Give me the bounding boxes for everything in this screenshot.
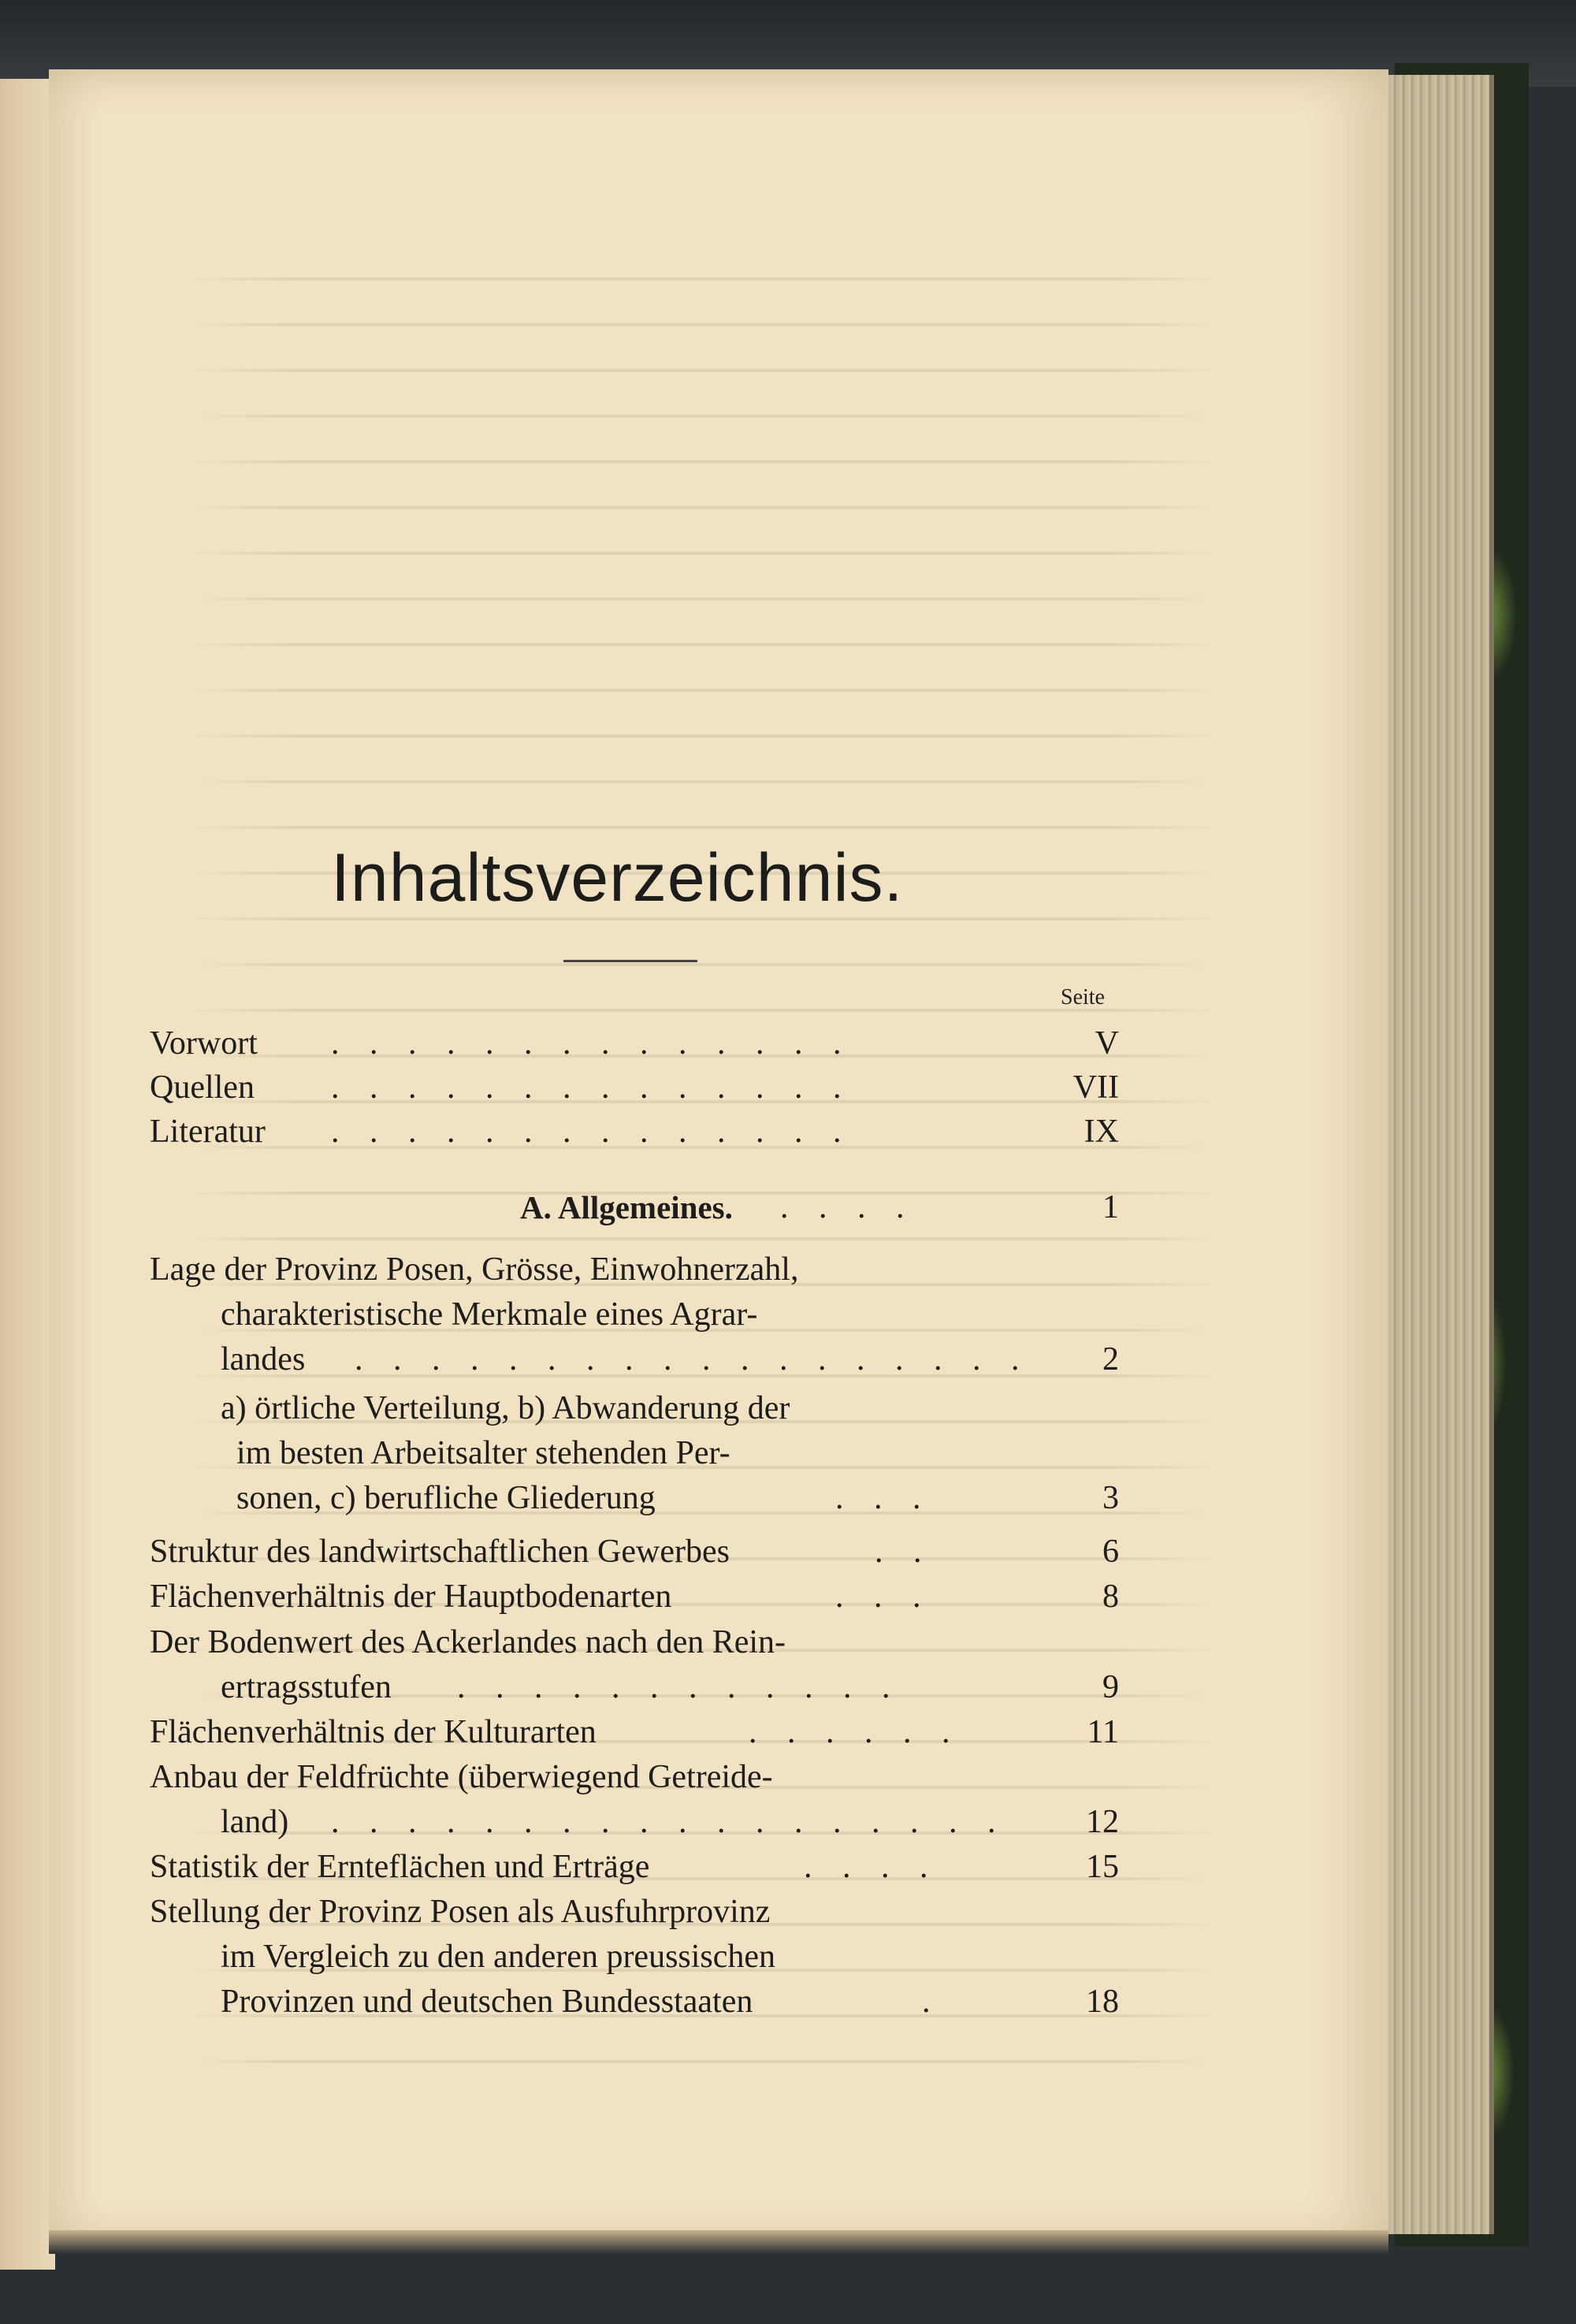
- toc-entry-line[interactable]: [150, 1758, 1119, 1802]
- toc-entry-line[interactable]: [150, 1848, 1119, 1892]
- toc-entry-page: 9: [1102, 1669, 1119, 1705]
- toc-entry-line[interactable]: [150, 1251, 1119, 1295]
- toc-entry-page: V: [1095, 1025, 1119, 1062]
- leader-dots: . . . . . . . . . . . . . .: [331, 1069, 853, 1106]
- toc-entry-text: landes: [221, 1341, 306, 1378]
- toc-entry-text: Flächenverhältnis der Kulturarten: [150, 1714, 597, 1750]
- toc-entry-text: Struktur des landwirtschaftlichen Gewerbes: [150, 1534, 730, 1570]
- leader-dots: . .: [875, 1534, 933, 1570]
- toc-entry-line[interactable]: [150, 1893, 1119, 1937]
- toc-entry-line[interactable]: [150, 1479, 1119, 1523]
- leader-dots: . . . . . . . . . . . . . .: [331, 1025, 853, 1062]
- page-column-label: Seite: [1061, 985, 1105, 1010]
- toc-entry-line[interactable]: [150, 1713, 1119, 1757]
- toc-entry-text: Der Bodenwert des Ackerlandes nach den Rein-: [150, 1624, 786, 1660]
- leader-dots: . . . . . . . . . . . . . .: [331, 1114, 853, 1150]
- toc-entry-text: Provinzen und deutschen Bundesstaaten: [221, 1984, 753, 2020]
- toc-entry-text: Quellen: [150, 1069, 255, 1106]
- toc-entry-line[interactable]: [150, 1938, 1119, 1982]
- toc-entry-text: Lage der Provinz Posen, Grösse, Einwohnerzahl,: [150, 1251, 799, 1288]
- toc-entry-page: IX: [1084, 1114, 1119, 1150]
- toc-entry-page: 2: [1102, 1341, 1119, 1378]
- toc-entry-text: land): [221, 1804, 289, 1840]
- toc-entry[interactable]: [150, 1069, 1119, 1113]
- toc-entry-text: Vorwort: [150, 1025, 258, 1062]
- leader-dots: . . .: [835, 1578, 932, 1615]
- leader-dots: . . .: [835, 1480, 932, 1516]
- toc-entry-line[interactable]: [150, 1623, 1119, 1668]
- toc-entry[interactable]: [150, 1024, 1119, 1069]
- toc-entry-page: 8: [1102, 1578, 1119, 1615]
- toc-entry-text: Literatur: [150, 1114, 266, 1150]
- toc-entry-page: 18: [1086, 1984, 1119, 2020]
- page-title: Inhaltsverzeichnis.: [331, 840, 904, 916]
- section-heading-row[interactable]: [150, 1188, 1119, 1233]
- toc-entry-line[interactable]: [150, 1983, 1119, 2027]
- toc-entry-text: ertragsstufen: [221, 1669, 392, 1705]
- toc-entry-page: 3: [1102, 1480, 1119, 1516]
- toc-entry-line[interactable]: [150, 1434, 1119, 1478]
- toc-entry-text: Statistik der Ernteflächen und Erträge: [150, 1849, 650, 1885]
- toc-entry-line[interactable]: [150, 1668, 1119, 1712]
- leader-dots: . . . .: [780, 1189, 916, 1225]
- toc-entry-text: charakteristische Merkmale eines Agrar-: [221, 1296, 758, 1333]
- toc-entry-text: Anbau der Feldfrüchte (überwiegend Getreide-: [150, 1759, 773, 1795]
- leader-dots: . . . .: [804, 1849, 939, 1885]
- toc-entry-text: a) örtliche Verteilung, b) Abwanderung der: [221, 1390, 790, 1426]
- leader-dots: .: [922, 1984, 942, 2020]
- leader-dots: . . . . . . . . . . . .: [457, 1669, 901, 1705]
- section-heading: A. Allgemeines.: [520, 1189, 733, 1225]
- leader-dots: . . . . . . . . . . . . . . . . . .: [355, 1341, 1031, 1378]
- toc-entry-text: sonen, c) berufliche Gliederung: [236, 1480, 656, 1516]
- leader-dots: . . . . . .: [749, 1714, 961, 1750]
- toc-entry-line[interactable]: [150, 1389, 1119, 1433]
- title-divider: [563, 960, 697, 962]
- toc-entry[interactable]: [150, 1113, 1119, 1157]
- toc-entry-line[interactable]: [150, 1578, 1119, 1622]
- left-page-edge: [0, 79, 55, 2270]
- toc-entry-line[interactable]: [150, 1533, 1119, 1577]
- toc-entry-text: Flächenverhältnis der Hauptbodenarten: [150, 1578, 672, 1615]
- toc-entry-line[interactable]: [150, 1296, 1119, 1340]
- toc-entry-page: 12: [1086, 1804, 1119, 1840]
- toc-entry-text: Stellung der Provinz Posen als Ausfuhrprovinz: [150, 1894, 771, 1930]
- toc-entry-text: im Vergleich zu den anderen preussischen: [221, 1939, 776, 1975]
- page-bottom-shadow: [49, 2230, 1388, 2254]
- toc-entry-line[interactable]: [150, 1803, 1119, 1847]
- leader-dots: . . . . . . . . . . . . . . . . . .: [331, 1804, 1007, 1840]
- toc-entry-page: 15: [1086, 1849, 1119, 1885]
- toc-entry-line[interactable]: [150, 1340, 1119, 1385]
- toc-entry-page: 11: [1087, 1714, 1119, 1750]
- toc-entry-page: 1: [1102, 1189, 1119, 1225]
- toc-entry-text: im besten Arbeitsalter stehenden Per-: [236, 1435, 730, 1471]
- toc-entry-page: VII: [1072, 1069, 1119, 1106]
- toc-entry-page: 6: [1102, 1534, 1119, 1570]
